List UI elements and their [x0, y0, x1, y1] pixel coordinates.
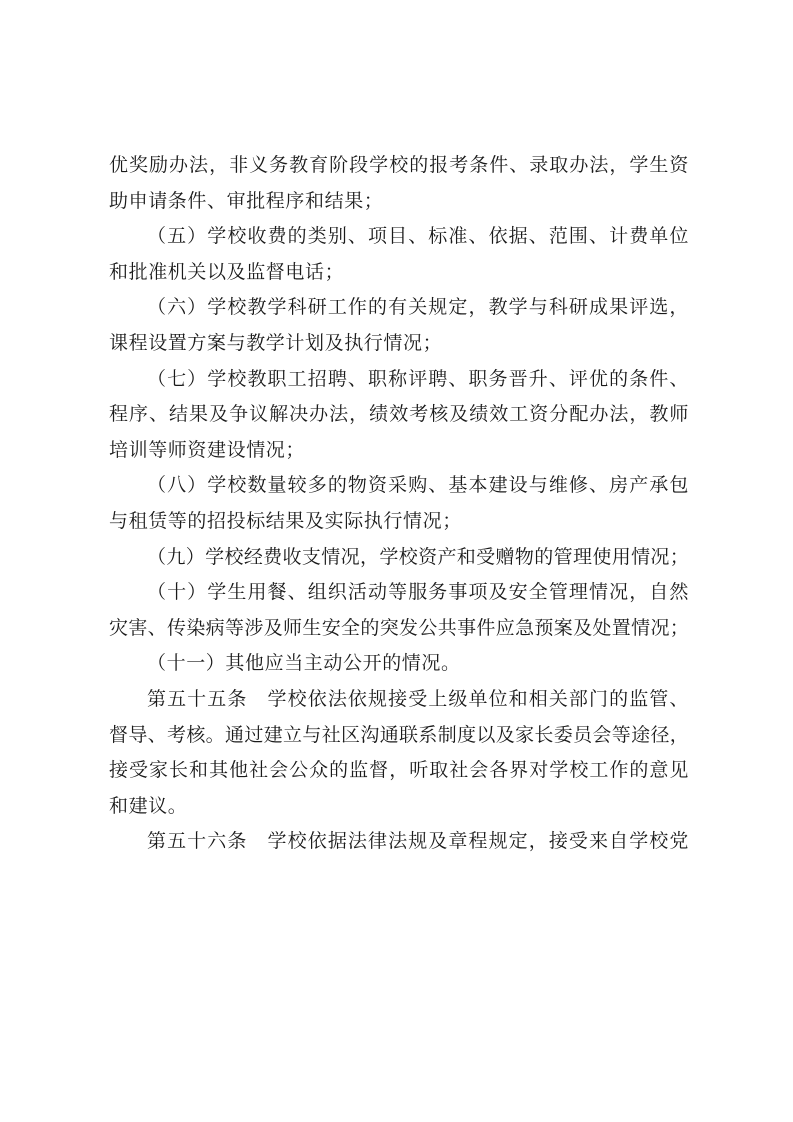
text-line: 第五十六条 学校依据法律法规及章程规定，接受来自学校党	[147, 830, 689, 853]
text-line: 第五十五条 学校依法依规接受上级单位和相关部门的监管、	[147, 687, 689, 710]
text-line: （十）学生用餐、组织活动等服务事项及安全管理情况，自然	[147, 581, 689, 604]
document-body	[109, 148, 689, 860]
text-line: 课程设置方案与教学计划及执行情况；	[109, 331, 443, 354]
text-line: （八）学校数量较多的物资采购、基本建设与维修、房产承包	[147, 474, 689, 497]
text-line: 和建议。	[109, 794, 188, 817]
text-line: 程序、结果及争议解决办法，绩效考核及绩效工资分配办法，教师	[109, 403, 689, 426]
text-line: （五）学校收费的类别、项目、标准、依据、范围、计费单位	[147, 225, 689, 248]
text-line: （七）学校教职工招聘、职称评聘、职务晋升、评优的条件、	[147, 367, 689, 390]
text-line: 接受家长和其他社会公众的监督，听取社会各界对学校工作的意见	[109, 759, 689, 782]
text-line: 培训等师资建设情况；	[109, 438, 306, 461]
text-line: 和批准机关以及监督电话；	[109, 260, 345, 283]
text-line: 助申请条件、审批程序和结果；	[109, 189, 384, 212]
text-line: 督导、考核。通过建立与社区沟通联系制度以及家长委员会等途径，	[109, 723, 689, 746]
text-line: （十一）其他应当主动公开的情况。	[147, 652, 461, 675]
text-line: 与租赁等的招投标结果及实际执行情况；	[109, 509, 462, 532]
text-line: 优奖励办法，非义务教育阶段学校的报考条件、录取办法，学生资	[109, 154, 689, 176]
text-line: （六）学校教学科研工作的有关规定，教学与科研成果评选，	[147, 296, 689, 319]
text-line: （九）学校经费收支情况，学校资产和受赠物的管理使用情况；	[147, 545, 689, 568]
text-line: 灾害、传染病等涉及师生安全的突发公共事件应急预案及处置情况；	[109, 616, 689, 639]
